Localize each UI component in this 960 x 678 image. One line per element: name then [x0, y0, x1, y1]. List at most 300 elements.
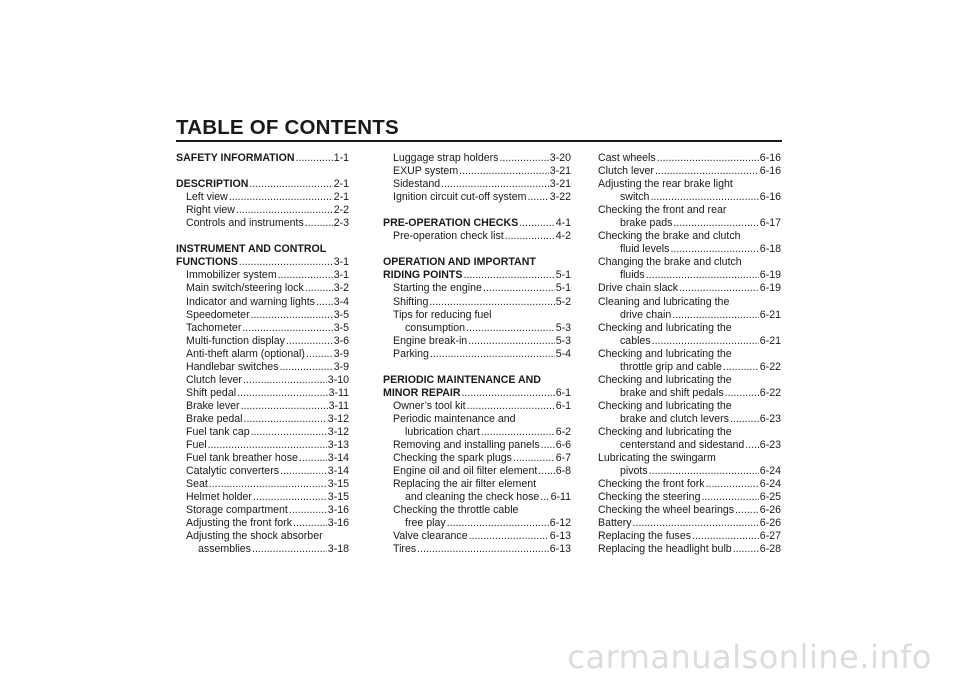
toc-entry: [598, 204, 781, 217]
toc-page-number: 6-23: [759, 439, 781, 452]
toc-entry-title: DESCRIPTION: [176, 178, 249, 191]
toc-entry-title: FUNCTIONS: [176, 256, 238, 269]
toc-entry: [383, 413, 571, 426]
toc-page-number: 6-2: [555, 425, 571, 438]
toc-entry[interactable]: [598, 152, 781, 165]
toc-entry[interactable]: [176, 543, 349, 556]
toc-page-number: 3-15: [327, 478, 349, 491]
toc-entry[interactable]: [176, 387, 349, 400]
dot-leader: [289, 504, 327, 517]
toc-page-number: 3-2: [333, 282, 349, 295]
toc-entry[interactable]: [598, 269, 781, 282]
toc-entry[interactable]: [598, 217, 781, 230]
toc-page-number: 5-4: [555, 347, 571, 360]
toc-entry-title: Ignition circuit cut-off system: [393, 191, 527, 204]
toc-entry-title: cables: [620, 334, 651, 347]
toc-entry[interactable]: [176, 517, 349, 530]
toc-section-entry: [383, 374, 571, 387]
toc-entry-title: Battery: [598, 517, 632, 530]
toc-column-1: [176, 152, 349, 556]
toc-page-number: 3-14: [327, 452, 349, 465]
dot-leader: [306, 348, 333, 361]
dot-leader: [672, 309, 759, 322]
toc-entry-title: brake and shift pedals: [620, 386, 724, 399]
toc-entry-title: Parking: [393, 347, 429, 360]
dot-leader: [633, 517, 759, 530]
toc-entry[interactable]: [598, 191, 781, 204]
toc-entry[interactable]: [383, 282, 571, 295]
dot-leader: [646, 269, 759, 282]
toc-page-number: 6-1: [555, 386, 571, 399]
dot-leader: [481, 426, 555, 439]
dot-leader: [652, 335, 759, 348]
toc-section-entry[interactable]: [383, 387, 571, 400]
toc-entry[interactable]: [383, 152, 571, 165]
toc-entry: [598, 400, 781, 413]
toc-page-number: 6-22: [759, 386, 781, 399]
toc-page-number: 6-6: [555, 439, 571, 452]
dot-leader: [541, 439, 555, 452]
toc-page-number: 3-16: [327, 504, 349, 517]
toc-page-number: 4-1: [555, 217, 571, 230]
toc-page-number: 3-1: [333, 269, 349, 282]
dot-leader: [670, 243, 758, 256]
toc-entry-title: Brake pedal: [186, 412, 243, 425]
toc-entry-title: Helmet holder: [186, 491, 252, 504]
toc-entry-title: Brake lever: [186, 399, 240, 412]
toc-entry[interactable]: [383, 400, 571, 413]
toc-page-number: 6-24: [759, 465, 781, 478]
toc-entry-title: OPERATION AND IMPORTANT: [383, 256, 536, 269]
toc-entry[interactable]: [383, 178, 571, 191]
toc-entry[interactable]: [598, 243, 781, 256]
page-title: TABLE OF CONTENTS: [176, 116, 399, 139]
toc-entry[interactable]: [383, 348, 571, 361]
toc-page-number: 3-10: [327, 373, 349, 386]
toc-entry[interactable]: [176, 309, 349, 322]
toc-page-number: 1-1: [333, 152, 349, 164]
toc-entry-title: Replacing the air filter element: [393, 478, 537, 491]
toc-entry-title: Checking and lubricating the: [598, 425, 732, 438]
toc-entry-title: Cleaning and lubricating the: [598, 295, 730, 308]
toc-entry-title: Periodic maintenance and: [393, 412, 516, 425]
toc-entry: [383, 504, 571, 517]
toc-page-number: 3-11: [328, 386, 349, 399]
toc-entry-title: Left view: [186, 191, 228, 204]
dot-leader: [701, 491, 758, 504]
toc-entry[interactable]: [176, 504, 349, 517]
toc-page-number: 2-1: [333, 191, 349, 204]
toc-entry: [598, 230, 781, 243]
dot-leader: [462, 387, 555, 400]
toc-page-number: 6-16: [759, 191, 781, 204]
toc-entry-title: Lubricating the swingarm: [598, 452, 716, 465]
toc-page-number: 4-2: [555, 230, 571, 243]
dot-leader: [237, 387, 328, 400]
section-spacer: [383, 243, 571, 256]
toc-entry-title: Indicator and warning lights: [186, 295, 315, 308]
toc-entry[interactable]: [383, 296, 571, 309]
toc-entry[interactable]: [598, 543, 781, 556]
toc-page-number: 2-2: [333, 204, 349, 217]
toc-entry-title: Clutch lever: [186, 373, 242, 386]
dot-leader: [286, 335, 333, 348]
dot-leader: [649, 465, 759, 478]
dot-leader: [519, 217, 555, 230]
toc-page-number: 6-13: [549, 543, 571, 556]
toc-entry-title: Checking the brake and clutch: [598, 230, 741, 243]
toc-entry-title: Checking and lubricating the: [598, 373, 732, 386]
toc-page-number: 3-12: [327, 412, 349, 425]
toc-entry-title: throttle grip and cable: [620, 360, 722, 373]
dot-leader: [208, 439, 327, 452]
toc-page-number: 3-21: [549, 165, 571, 178]
toc-entry[interactable]: [176, 400, 349, 413]
toc-entry-title: Fuel tank breather hose: [186, 452, 298, 465]
toc-page-number: 6-23: [759, 412, 781, 425]
toc-page-number: 3-20: [549, 152, 571, 164]
toc-entry-title: Multi-function display: [186, 334, 285, 347]
dot-leader: [468, 335, 554, 348]
toc-entry[interactable]: [383, 439, 571, 452]
toc-section-entry[interactable]: [176, 256, 349, 269]
title-divider: [176, 140, 782, 142]
dot-leader: [251, 426, 327, 439]
dot-leader: [733, 543, 759, 556]
toc-entry-title: Checking and lubricating the: [598, 321, 732, 334]
toc-page-number: 3-13: [327, 439, 349, 452]
dot-leader: [244, 413, 327, 426]
dot-leader: [527, 191, 548, 204]
toc-page-number: 6-25: [759, 491, 781, 504]
toc-section-entry: [176, 243, 349, 256]
toc-entry-title: consumption: [405, 321, 466, 334]
toc-page-number: 2-3: [333, 217, 349, 230]
toc-page-number: 3-5: [333, 321, 349, 334]
toc-entry-title: brake and clutch levers: [620, 412, 729, 425]
toc-entry-title: Right view: [186, 204, 235, 217]
toc-entry[interactable]: [176, 439, 349, 452]
toc-entry-title: EXUP system: [393, 165, 459, 178]
toc-entry: [598, 178, 781, 191]
toc-entry[interactable]: [383, 191, 571, 204]
toc-entry-title: drive chain: [620, 308, 672, 321]
toc-page-number: 6-24: [759, 478, 781, 491]
toc-entry[interactable]: [598, 309, 781, 322]
dot-leader: [679, 282, 759, 295]
toc-entry-title: Fuel: [186, 439, 207, 452]
dot-leader: [540, 491, 549, 504]
dot-leader: [463, 269, 554, 282]
dot-leader: [280, 465, 327, 478]
toc-page-number: 5-3: [555, 321, 571, 334]
toc-entry-title: Replacing the fuses: [598, 530, 692, 543]
toc-entry-title: Shift pedal: [186, 386, 237, 399]
toc-entry-title: INSTRUMENT AND CONTROL: [176, 243, 327, 256]
toc-entry-title: Pre-operation check list: [393, 230, 504, 243]
toc-entry[interactable]: [176, 426, 349, 439]
toc-entry[interactable]: [598, 504, 781, 517]
toc-entry-title: Immobilizer system: [186, 269, 277, 282]
toc-entry-title: free play: [405, 517, 446, 530]
toc-page-number: 6-18: [759, 243, 781, 256]
toc-page-number: 3-22: [549, 191, 571, 204]
toc-page-number: 6-26: [759, 517, 781, 530]
toc-entry-title: RIDING POINTS: [383, 269, 463, 282]
toc-entry-title: Controls and instruments: [186, 217, 304, 230]
toc-page-number: 6-21: [759, 334, 781, 347]
toc-entry-title: Seat: [186, 478, 208, 491]
toc-entry[interactable]: [176, 478, 349, 491]
toc-entry-title: Checking the spark plugs: [393, 452, 512, 465]
section-spacer: [383, 204, 571, 217]
toc-entry[interactable]: [383, 452, 571, 465]
toc-page-number: 3-16: [327, 517, 349, 530]
toc-entry-title: Checking the throttle cable: [393, 504, 519, 517]
dot-leader: [293, 517, 327, 530]
toc-entry-title: Tachometer: [186, 321, 242, 334]
toc-entry-title: Engine oil and oil filter element: [393, 465, 538, 478]
toc-entry-title: Starting the engine: [393, 282, 482, 295]
toc-entry-title: Checking the wheel bearings: [598, 504, 735, 517]
dot-leader: [505, 230, 555, 243]
dot-leader: [735, 504, 759, 517]
section-spacer: [383, 361, 571, 374]
toc-page-number: 6-13: [549, 530, 571, 543]
toc-entry-title: fluids: [620, 269, 645, 282]
toc-entry-title: Shifting: [393, 295, 429, 308]
dot-leader: [725, 387, 759, 400]
dot-leader: [692, 530, 759, 543]
dot-leader: [459, 165, 549, 178]
toc-entry-title: Adjusting the front fork: [186, 517, 292, 530]
toc-entry: [598, 348, 781, 361]
toc-entry: [598, 374, 781, 387]
toc-page-number: 6-1: [555, 399, 571, 412]
dot-leader: [239, 256, 333, 269]
toc-entry: [598, 322, 781, 335]
toc-page-number: 5-1: [555, 282, 571, 295]
toc-column-2: [383, 152, 571, 556]
toc-page-number: 3-18: [327, 543, 349, 556]
dot-leader: [730, 413, 759, 426]
toc-entry[interactable]: [176, 374, 349, 387]
dot-leader: [650, 191, 758, 204]
toc-page-number: 6-16: [759, 165, 781, 178]
toc-entry-title: Anti-theft alarm (optional): [186, 347, 305, 360]
toc-entry-title: Tips for reducing fuel: [393, 308, 492, 321]
toc-page-number: 6-12: [549, 517, 571, 530]
toc-entry-title: Clutch lever: [598, 165, 654, 178]
toc-page-number: 5-1: [555, 269, 571, 282]
toc-entry[interactable]: [383, 517, 571, 530]
toc-entry: [598, 296, 781, 309]
toc-entry[interactable]: [176, 296, 349, 309]
toc-entry[interactable]: [383, 335, 571, 348]
dot-leader: [469, 530, 549, 543]
toc-entry[interactable]: [598, 478, 781, 491]
dot-leader: [657, 152, 759, 165]
dot-leader: [706, 478, 759, 491]
toc-entry[interactable]: [176, 282, 349, 295]
toc-page-number: 3-11: [328, 399, 349, 412]
toc-section-entry: [383, 256, 571, 269]
toc-entry-title: Adjusting the rear brake light: [598, 178, 733, 191]
toc-entry-title: Checking the steering: [598, 491, 701, 504]
toc-entry-title: Luggage strap holders: [393, 152, 499, 164]
toc-entry-title: Drive chain slack: [598, 282, 679, 295]
toc-entry[interactable]: [176, 491, 349, 504]
toc-entry-title: lubrication chart: [405, 425, 480, 438]
toc-entry-title: Checking the front fork: [598, 478, 705, 491]
toc-entry-title: PERIODIC MAINTENANCE AND: [383, 373, 541, 386]
toc-entry[interactable]: [383, 322, 571, 335]
toc-entry-title: Tires: [393, 543, 417, 556]
toc-entry[interactable]: [598, 335, 781, 348]
toc-entry: [176, 530, 349, 543]
dot-leader: [429, 296, 554, 309]
toc-entry[interactable]: [176, 413, 349, 426]
dot-leader: [417, 543, 549, 556]
dot-leader: [655, 165, 759, 178]
dot-leader: [316, 296, 333, 309]
dot-leader: [241, 400, 328, 413]
toc-page-number: 6-19: [759, 282, 781, 295]
toc-page-number: 3-9: [333, 347, 349, 360]
dot-leader: [723, 361, 759, 374]
dot-leader: [513, 452, 555, 465]
toc-page-number: 6-8: [555, 465, 571, 478]
toc-entry-title: Valve clearance: [393, 530, 468, 543]
toc-entry[interactable]: [383, 465, 571, 478]
dot-leader: [483, 282, 555, 295]
dot-leader: [296, 152, 333, 165]
toc-section-entry[interactable]: [176, 152, 349, 165]
toc-entry[interactable]: [598, 361, 781, 374]
toc-page-number: 3-6: [333, 334, 349, 347]
dot-leader: [253, 491, 327, 504]
dot-leader: [251, 309, 333, 322]
dot-leader: [441, 178, 549, 191]
toc-entry-title: brake pads: [620, 217, 673, 230]
toc-entry-title: MINOR REPAIR: [383, 386, 461, 399]
toc-entry: [383, 309, 571, 322]
toc-entry[interactable]: [176, 322, 349, 335]
toc-entry[interactable]: [383, 543, 571, 556]
toc-entry[interactable]: [383, 165, 571, 178]
toc-entry-title: and cleaning the check hose: [405, 491, 540, 504]
toc-entry[interactable]: [383, 426, 571, 439]
toc-page-number: 6-22: [759, 360, 781, 373]
toc-entry-title: Adjusting the shock absorber: [186, 530, 323, 543]
dot-leader: [467, 400, 555, 413]
toc-entry[interactable]: [176, 191, 349, 204]
toc-page-number: 6-21: [759, 308, 781, 321]
toc-entry-title: Removing and installing panels: [393, 439, 540, 452]
toc-entry[interactable]: [383, 491, 571, 504]
toc-entry[interactable]: [598, 530, 781, 543]
toc-entry[interactable]: [176, 348, 349, 361]
dot-leader: [447, 517, 549, 530]
dot-leader: [430, 348, 555, 361]
dot-leader: [279, 361, 332, 374]
toc-page-number: 5-2: [555, 295, 571, 308]
toc-entry[interactable]: [383, 530, 571, 543]
dot-leader: [242, 322, 332, 335]
dot-leader: [499, 152, 548, 165]
toc-entry-title: Checking and lubricating the: [598, 399, 732, 412]
toc-entry[interactable]: [176, 361, 349, 374]
toc-page-number: 3-14: [327, 465, 349, 478]
toc-entry: [383, 478, 571, 491]
toc-entry-title: Catalytic converters: [186, 465, 280, 478]
toc-entry[interactable]: [176, 452, 349, 465]
toc-entry-title: switch: [620, 191, 650, 204]
toc-entry-title: SAFETY INFORMATION: [176, 152, 295, 164]
section-spacer: [176, 165, 349, 178]
toc-entry[interactable]: [598, 465, 781, 478]
toc-entry[interactable]: [598, 387, 781, 400]
dot-leader: [243, 374, 327, 387]
toc-entry[interactable]: [598, 491, 781, 504]
dot-leader: [299, 452, 327, 465]
toc-entry-title: centerstand and sidestand: [620, 439, 745, 452]
toc-entry[interactable]: [383, 230, 571, 243]
toc-entry[interactable]: [176, 217, 349, 230]
toc-entry: [598, 452, 781, 465]
toc-page-number: 3-5: [333, 308, 349, 321]
section-spacer: [176, 230, 349, 243]
toc-page-number: 6-19: [759, 269, 781, 282]
toc-entry[interactable]: [176, 465, 349, 478]
toc-entry[interactable]: [598, 517, 781, 530]
toc-column-3: [598, 152, 781, 556]
toc-entry[interactable]: [598, 165, 781, 178]
toc-entry[interactable]: [176, 204, 349, 217]
toc-page-number: 6-17: [759, 217, 781, 230]
dot-leader: [673, 217, 758, 230]
toc-page-number: 3-1: [333, 256, 349, 269]
toc-entry-title: Main switch/steering lock: [186, 282, 304, 295]
toc-section-entry[interactable]: [383, 217, 571, 230]
toc-entry-title: Cast wheels: [598, 152, 656, 164]
dot-leader: [209, 478, 327, 491]
toc-section-entry[interactable]: [383, 269, 571, 282]
dot-leader: [252, 543, 327, 556]
toc-page-number: 3-15: [327, 491, 349, 504]
toc-entry-title: Engine break-in: [393, 334, 468, 347]
dot-leader: [236, 204, 333, 217]
toc-page-number: 6-27: [759, 530, 781, 543]
toc-entry[interactable]: [598, 282, 781, 295]
toc-entry[interactable]: [598, 439, 781, 452]
toc-entry[interactable]: [176, 335, 349, 348]
dot-leader: [278, 269, 333, 282]
toc-section-entry[interactable]: [176, 178, 349, 191]
dot-leader: [249, 178, 332, 191]
toc-entry-title: Owner’s tool kit: [393, 399, 466, 412]
toc-page-number: 6-7: [555, 452, 571, 465]
toc-entry[interactable]: [598, 413, 781, 426]
toc-entry-title: pivots: [620, 465, 648, 478]
toc-entry-title: PRE-OPERATION CHECKS: [383, 217, 519, 230]
toc-entry-title: Speedometer: [186, 308, 250, 321]
toc-entry-title: Checking the front and rear: [598, 204, 727, 217]
toc-entry-title: Replacing the headlight bulb: [598, 543, 732, 556]
toc-entry[interactable]: [176, 269, 349, 282]
toc-entry-title: Changing the brake and clutch: [598, 256, 742, 269]
toc-entry: [598, 256, 781, 269]
